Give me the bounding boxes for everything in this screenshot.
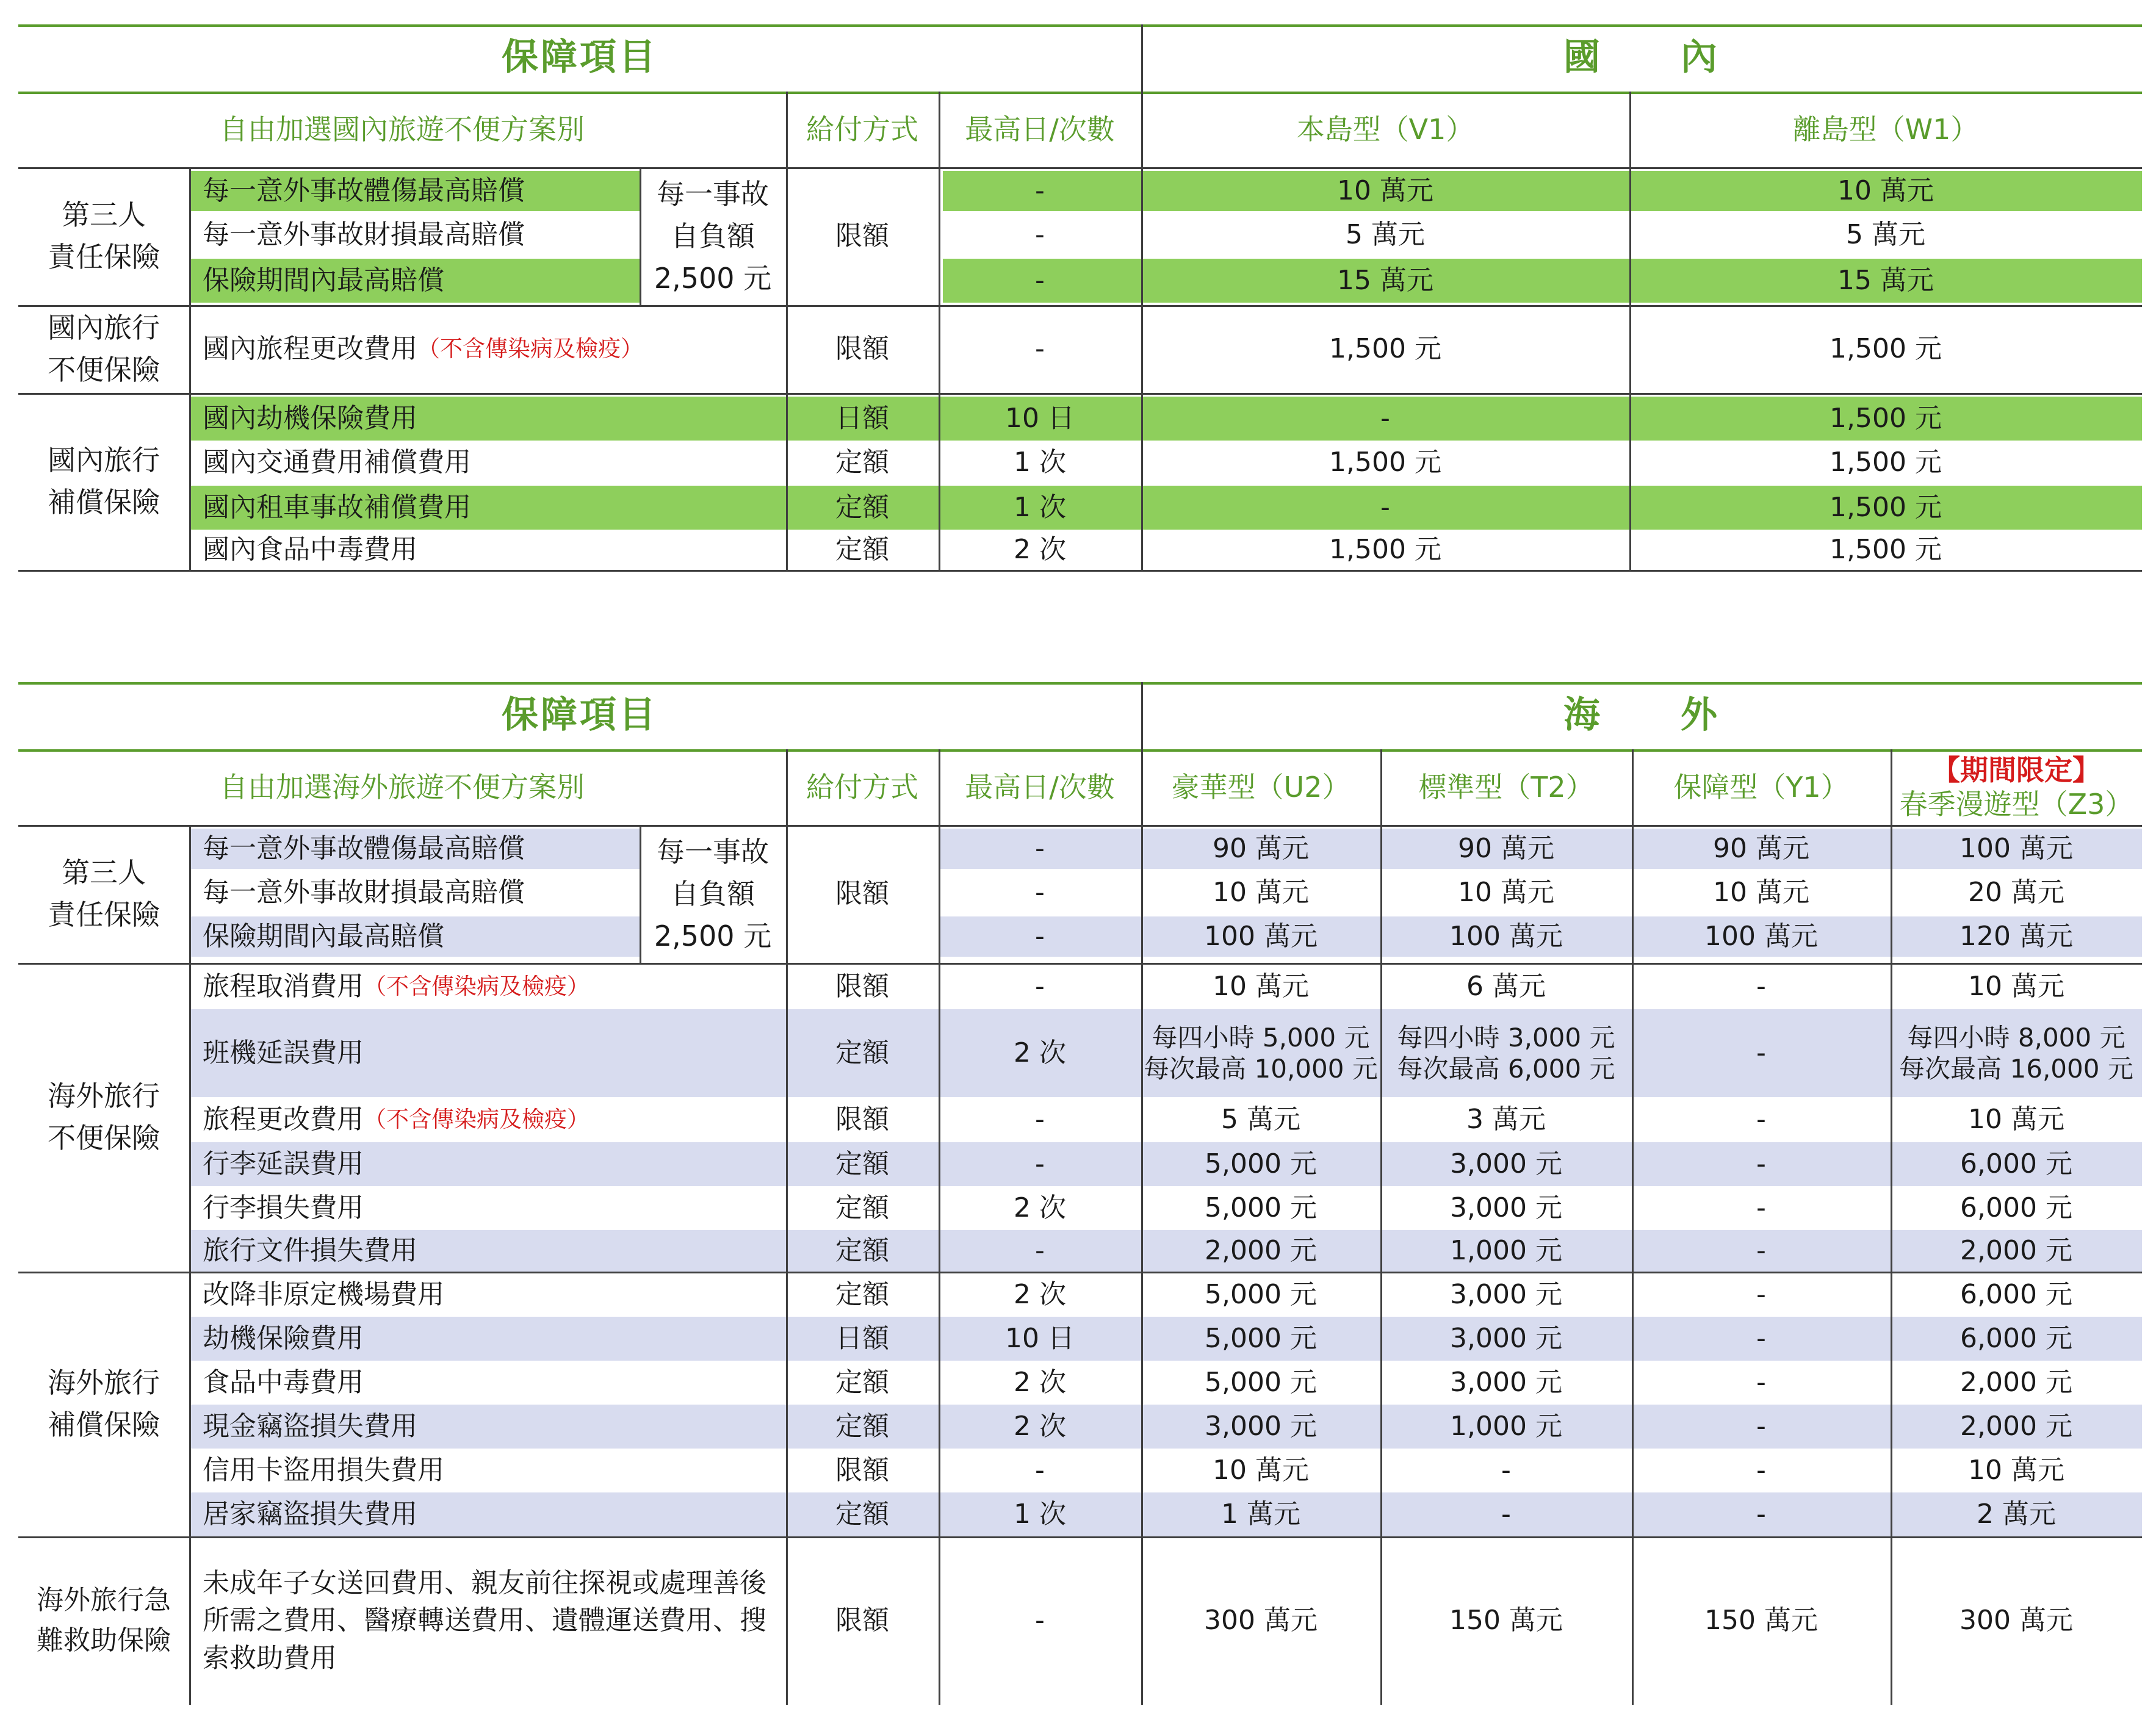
amount-t2: 100 萬元 xyxy=(1449,921,1563,952)
amount-z3: 2,000 元 xyxy=(1960,1411,2072,1442)
group-inconvenience: 海外旅行 不便保險 xyxy=(48,1079,160,1154)
amount-u2: 5,000 元 xyxy=(1205,1148,1317,1180)
amount-u2: 1 萬元 xyxy=(1221,1499,1300,1530)
amount-v1: 10 萬元 xyxy=(1337,175,1433,207)
amount-y1: - xyxy=(1756,1148,1766,1180)
max-count: 2 次 xyxy=(1014,1279,1066,1311)
item-note: （不含傳染病及檢疫） xyxy=(364,1106,589,1133)
limited-plan: 春季漫遊型（Z3） xyxy=(1899,788,2133,821)
plan-header-t2: 標準型（T2） xyxy=(1418,770,1594,804)
amount-y1: - xyxy=(1756,1235,1766,1267)
amount-w1: 15 萬元 xyxy=(1837,265,1934,297)
max-header: 最高日/次數 xyxy=(965,770,1115,804)
item-label: 改降非原定機場費用 xyxy=(203,1279,444,1311)
amount-t2: 3,000 元 xyxy=(1450,1367,1562,1398)
header-region: 海 外 xyxy=(1563,694,1720,737)
amount-t2: 90 萬元 xyxy=(1458,833,1554,865)
amount-z3: 6,000 元 xyxy=(1960,1279,2072,1311)
amount-y1: 90 萬元 xyxy=(1713,833,1809,865)
item-label: 每一意外事故體傷最高賠償 xyxy=(203,833,525,865)
amount-u2: 5,000 元 xyxy=(1205,1323,1317,1355)
payment-type: 定額 xyxy=(835,1148,889,1180)
amount-t2: 1,000 元 xyxy=(1450,1411,1562,1442)
payment-type: 定額 xyxy=(835,447,889,478)
item-label: 國內劫機保險費用 xyxy=(203,403,417,434)
max-count: 1 次 xyxy=(1014,1499,1066,1530)
payment-type: 限額 xyxy=(835,971,889,1002)
amount-z3: 120 萬元 xyxy=(1960,921,2073,952)
item-label xyxy=(189,966,786,1007)
amount-z3: 2,000 元 xyxy=(1960,1235,2072,1267)
amount-y1: - xyxy=(1756,1104,1766,1136)
amount-v1: 5 萬元 xyxy=(1346,219,1425,251)
amount-u2: 10 萬元 xyxy=(1213,877,1309,909)
item-label: 信用卡盜用損失費用 xyxy=(203,1455,444,1486)
item-label: 國內租車事故補償費用 xyxy=(203,492,471,524)
limited-tag: 【期間限定】 xyxy=(1932,753,2100,787)
max-header: 最高日/次數 xyxy=(965,112,1115,146)
amount-y1: - xyxy=(1756,1279,1766,1311)
amount-y1: - xyxy=(1756,1499,1766,1530)
payment-type: 定額 xyxy=(835,1037,889,1069)
plan-header-w1: 離島型（W1） xyxy=(1792,112,1979,146)
amount-u2: 2,000 元 xyxy=(1205,1235,1317,1267)
amount-z3: 100 萬元 xyxy=(1960,833,2073,865)
item-label: 劫機保險費用 xyxy=(203,1323,364,1355)
amount-u2: 100 萬元 xyxy=(1204,921,1318,952)
item-label: 班機延誤費用 xyxy=(203,1037,364,1069)
amount-z3: 10 萬元 xyxy=(1968,1455,2064,1486)
amount-u2: 10 萬元 xyxy=(1213,1455,1309,1486)
item-text: 旅程取消費用 xyxy=(203,971,364,1002)
max-count: - xyxy=(1035,1235,1045,1267)
item-label: 居家竊盜損失費用 xyxy=(203,1499,417,1530)
max-count: - xyxy=(1035,219,1045,251)
item-label: 現金竊盜損失費用 xyxy=(203,1411,417,1442)
amount-t2: 150 萬元 xyxy=(1449,1605,1563,1636)
max-count: - xyxy=(1035,1104,1045,1136)
item-label: 每一意外事故體傷最高賠償 xyxy=(203,175,525,207)
max-count: 2 次 xyxy=(1014,1367,1066,1398)
payment-type: 日額 xyxy=(835,1323,889,1355)
group-third-party: 第三人 責任保險 xyxy=(48,856,160,931)
amount-z3: 2 萬元 xyxy=(1977,1499,2056,1530)
item-label: 保險期間內最高賠償 xyxy=(203,265,444,297)
item-label xyxy=(189,305,786,393)
max-count: - xyxy=(1035,1455,1045,1486)
max-count: 10 日 xyxy=(1005,1323,1075,1355)
payment-type: 限額 xyxy=(835,333,889,365)
amount-t2: 6 萬元 xyxy=(1466,971,1546,1002)
amount-w1: 1,500 元 xyxy=(1830,403,1942,434)
amount-z3: 10 萬元 xyxy=(1968,971,2064,1002)
plan-header-u2: 豪華型（U2） xyxy=(1171,770,1350,804)
payment-header: 給付方式 xyxy=(806,770,918,804)
amount-w1: 1,500 元 xyxy=(1830,447,1942,478)
plan-header-z3 xyxy=(1891,749,2142,825)
header-item: 保障項目 xyxy=(502,36,658,79)
amount-z3: 10 萬元 xyxy=(1968,1104,2064,1136)
amount-y1: - xyxy=(1756,1455,1766,1486)
header-item: 保障項目 xyxy=(502,694,658,737)
amount-v1: 15 萬元 xyxy=(1337,265,1433,297)
max-count: - xyxy=(1035,921,1045,952)
payment-type: 限額 xyxy=(835,878,889,910)
max-count: - xyxy=(1035,1605,1045,1636)
item-label: 國內交通費用補償費用 xyxy=(203,447,471,478)
amount-y1: 10 萬元 xyxy=(1713,877,1809,909)
item-label: 保險期間內最高賠償 xyxy=(203,921,444,952)
amount-u2: 每四小時 5,000 元 每次最高 10,000 元 xyxy=(1144,1022,1378,1084)
item-text: 國內旅程更改費用 xyxy=(203,333,417,365)
deductible: 每一事故 自負額 2,500 元 xyxy=(654,177,772,295)
amount-t2: 10 萬元 xyxy=(1458,877,1554,909)
payment-type: 定額 xyxy=(835,1235,889,1267)
group-third-party: 第三人 責任保險 xyxy=(48,198,160,273)
payment-type: 定額 xyxy=(835,492,889,524)
amount-y1: 100 萬元 xyxy=(1704,921,1818,952)
group-compensation: 海外旅行 補償保險 xyxy=(48,1366,160,1441)
amount-y1: 150 萬元 xyxy=(1704,1605,1818,1636)
amount-w1: 1,500 元 xyxy=(1830,534,1942,566)
amount-u2: 5,000 元 xyxy=(1205,1367,1317,1398)
amount-u2: 5,000 元 xyxy=(1205,1192,1317,1224)
max-count: - xyxy=(1035,877,1045,909)
max-count: 2 次 xyxy=(1014,534,1066,566)
amount-w1: 1,500 元 xyxy=(1830,333,1942,365)
amount-z3: 6,000 元 xyxy=(1960,1323,2072,1355)
amount-z3: 300 萬元 xyxy=(1960,1605,2073,1636)
item-label xyxy=(189,1098,786,1141)
amount-u2: 5 萬元 xyxy=(1221,1104,1300,1136)
amount-t2: 3,000 元 xyxy=(1450,1148,1562,1180)
max-count: 10 日 xyxy=(1005,403,1075,434)
amount-t2: 3,000 元 xyxy=(1450,1192,1562,1224)
max-count: 1 次 xyxy=(1014,492,1066,524)
amount-y1: - xyxy=(1756,1411,1766,1442)
amount-v1: - xyxy=(1380,403,1390,434)
max-count: - xyxy=(1035,1148,1045,1180)
plan-header-y1: 保障型（Y1） xyxy=(1673,770,1849,804)
amount-u2: 90 萬元 xyxy=(1213,833,1309,865)
amount-z3: 6,000 元 xyxy=(1960,1148,2072,1180)
amount-z3: 2,000 元 xyxy=(1960,1367,2072,1398)
payment-type: 限額 xyxy=(835,1104,889,1136)
amount-y1: - xyxy=(1756,1192,1766,1224)
max-count: - xyxy=(1035,265,1045,297)
amount-t2: 1,000 元 xyxy=(1450,1235,1562,1267)
max-count: - xyxy=(1035,333,1045,365)
item-label: 旅行文件損失費用 xyxy=(203,1235,417,1267)
amount-t2: - xyxy=(1501,1499,1511,1530)
amount-y1: - xyxy=(1756,1037,1766,1069)
item-label: 行李延誤費用 xyxy=(203,1148,364,1180)
payment-type: 定額 xyxy=(835,1367,889,1398)
amount-v1: 1,500 元 xyxy=(1329,333,1441,365)
amount-y1: - xyxy=(1756,1323,1766,1355)
max-count: - xyxy=(1035,175,1045,207)
max-count: - xyxy=(1035,971,1045,1002)
item-label: 行李損失費用 xyxy=(203,1192,364,1224)
item-label: 每一意外事故財損最高賠償 xyxy=(203,219,525,251)
item-note: （不含傳染病及檢疫） xyxy=(417,336,643,362)
item-label: 國內食品中毒費用 xyxy=(203,534,417,566)
max-count: 2 次 xyxy=(1014,1192,1066,1224)
amount-t2: 3,000 元 xyxy=(1450,1279,1562,1311)
amount-t2: - xyxy=(1501,1455,1511,1486)
payment-type: 日額 xyxy=(835,403,889,434)
payment-type: 定額 xyxy=(835,1411,889,1442)
amount-w1: 10 萬元 xyxy=(1837,175,1934,207)
payment-type: 限額 xyxy=(835,1605,889,1636)
amount-v1: 1,500 元 xyxy=(1329,447,1441,478)
amount-w1: 5 萬元 xyxy=(1846,219,1925,251)
amount-z3: 每四小時 8,000 元 每次最高 16,000 元 xyxy=(1899,1022,2133,1084)
item-label: 食品中毒費用 xyxy=(203,1367,364,1398)
plan-header-v1: 本島型（V1） xyxy=(1296,112,1474,146)
amount-u2: 3,000 元 xyxy=(1205,1411,1317,1442)
amount-y1: - xyxy=(1756,971,1766,1002)
item-label: 未成年子女送回費用、親友前往探視或處理善後所需之費用、醫療轉送費用、遺體運送費用、搜索救助費用 xyxy=(203,1567,766,1674)
amount-u2: 300 萬元 xyxy=(1204,1605,1318,1636)
max-count: 2 次 xyxy=(1014,1411,1066,1442)
max-count: 2 次 xyxy=(1014,1037,1066,1069)
header-region: 國 內 xyxy=(1563,36,1720,79)
max-count: 1 次 xyxy=(1014,447,1066,478)
payment-type: 定額 xyxy=(835,1279,889,1311)
amount-u2: 10 萬元 xyxy=(1213,971,1309,1002)
group-inconvenience: 國內旅行 不便保險 xyxy=(48,311,160,386)
payment-type: 定額 xyxy=(835,1499,889,1530)
amount-w1: 1,500 元 xyxy=(1830,492,1942,524)
item-label: 每一意外事故財損最高賠償 xyxy=(203,877,525,909)
payment-type: 限額 xyxy=(835,220,889,252)
amount-y1: - xyxy=(1756,1367,1766,1398)
plan-label: 自由加選國內旅遊不便方案別 xyxy=(220,112,585,146)
group-compensation: 國內旅行 補償保險 xyxy=(48,444,160,519)
item-note: （不含傳染病及檢疫） xyxy=(364,973,589,1000)
payment-type: 定額 xyxy=(835,534,889,566)
max-count: - xyxy=(1035,833,1045,865)
amount-t2: 3 萬元 xyxy=(1466,1104,1546,1136)
deductible: 每一事故 自負額 2,500 元 xyxy=(654,835,772,952)
payment-type: 限額 xyxy=(835,1455,889,1486)
amount-z3: 20 萬元 xyxy=(1968,877,2064,909)
amount-v1: - xyxy=(1380,492,1390,524)
payment-header: 給付方式 xyxy=(806,112,918,146)
item-text: 旅程更改費用 xyxy=(203,1104,364,1136)
group-emergency: 海外旅行急 難救助保險 xyxy=(37,1585,171,1656)
amount-u2: 5,000 元 xyxy=(1205,1279,1317,1311)
payment-type: 定額 xyxy=(835,1192,889,1224)
amount-z3: 6,000 元 xyxy=(1960,1192,2072,1224)
amount-t2: 3,000 元 xyxy=(1450,1323,1562,1355)
plan-label: 自由加選海外旅遊不便方案別 xyxy=(220,770,585,804)
amount-v1: 1,500 元 xyxy=(1329,534,1441,566)
amount-t2: 每四小時 3,000 元 每次最高 6,000 元 xyxy=(1397,1022,1615,1084)
